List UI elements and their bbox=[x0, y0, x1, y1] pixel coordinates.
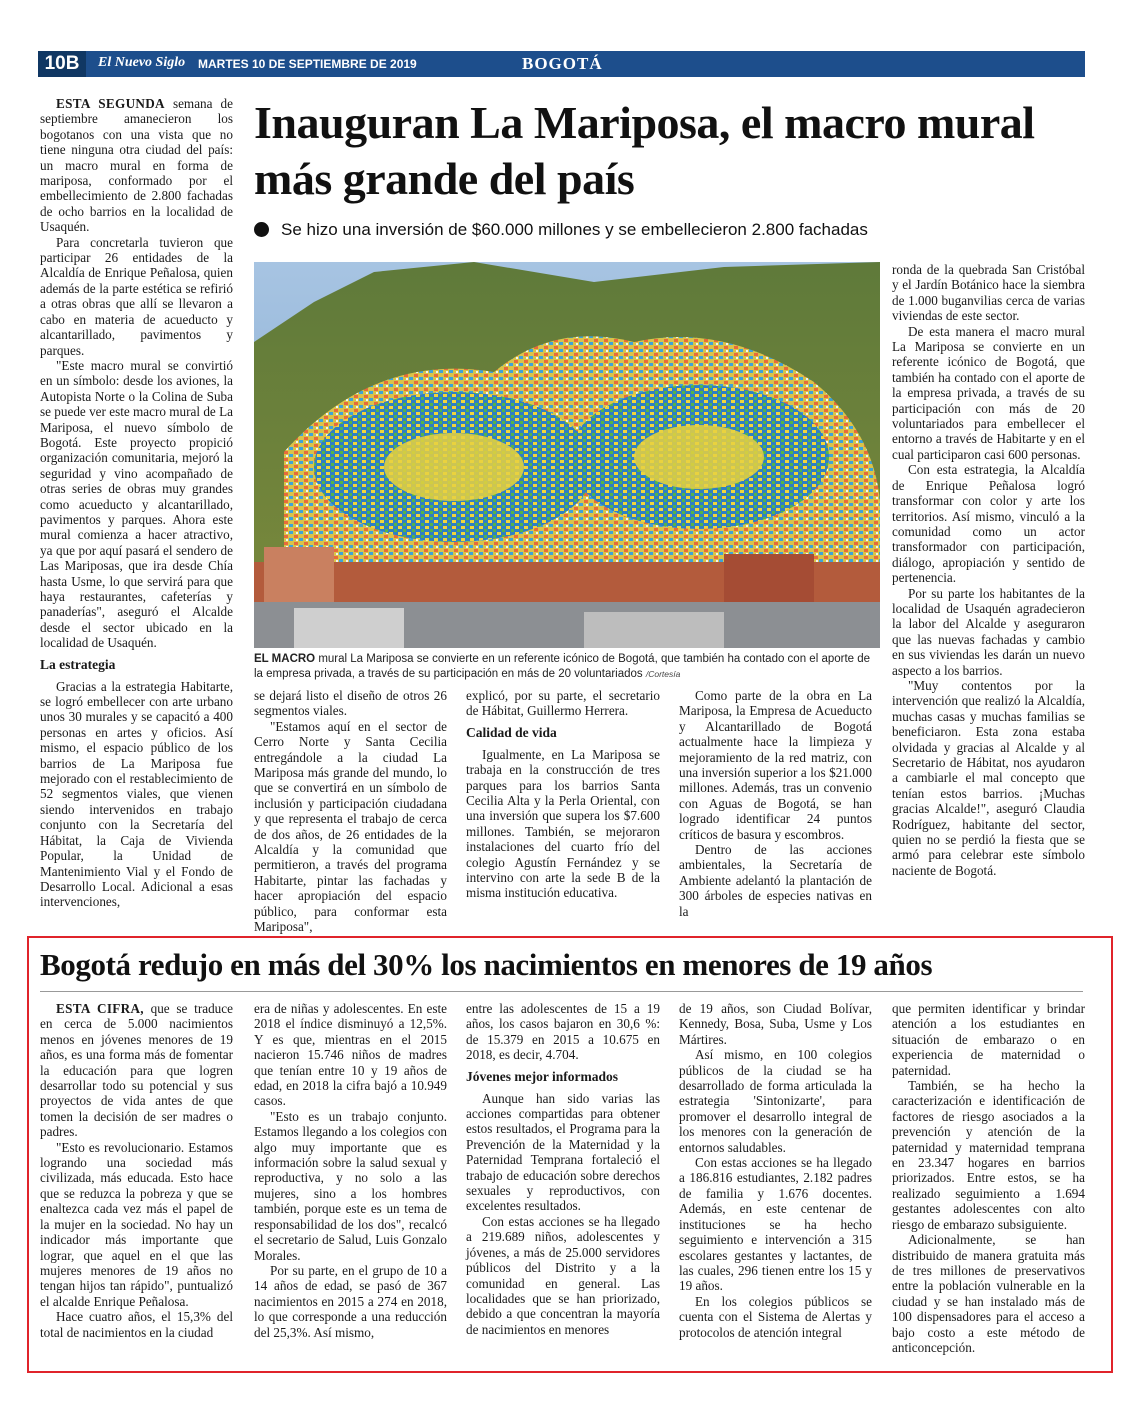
story1-paragraph: De esta manera el macro mural La Mariposa se convierte en un referente icónico de Bogotá, que también ha contado con el aporte de la empresa privada, a través de su participación con más de 20 voluntariados para embellecer el entorno a través de Habitarte y en el cual participaron casi 600 personas. bbox=[892, 323, 1085, 462]
story2-column-5 bbox=[892, 1001, 1085, 1355]
story1-column-3 bbox=[466, 688, 660, 901]
story2-paragraph: También, se ha hecho la caracterización e identificación de factores de riesgo asociados a la prevención y atención de la paternidad y maternidad temprana en 23.347 hogares en barrios priorizados. Entre estos, se ha realizado seguimiento a 1.694 gestantes adolescentes con alto riesgo de embarazo subsiguiente. bbox=[892, 1078, 1085, 1232]
story2-paragraph: ESTA CIFRA, que se traduce en cerca de 5.000 nacimientos menos en jóvenes menores de 19 años, es una forma más de fomentar la educación para que logren desarrollar todo su potencial y sus proyectos de vida antes de que tomen la decisión de ser madres o padres. bbox=[40, 1001, 233, 1140]
story1-paragraph: Igualmente, en La Mariposa se trabaja en la construcción de tres parques para los barrios Santa Cecilia Alta y la Perla Oriental, con una inversión que supera los $7.600 millones. También, se mejoraron instalaciones del cuarto frío del colegio Agustín Fernández y se intervino con arte la sede B de la misma institución educativa. bbox=[466, 746, 660, 901]
story2-paragraph: Adicionalmente, se han distribuido de manera gratuita más de tres millones de preservativos entre la población vulnerable en la ciudad y se han instalado más de 100 dispensadores para el acceso a bajo costo a este método de anticoncepción. bbox=[892, 1232, 1085, 1355]
story2-column-3 bbox=[466, 1001, 660, 1337]
story2-paragraph: Con estas acciones se ha llegado a 219.689 niños, adolescentes y jóvenes, a más de 25.000 servidores públicos del Distrito y a la comunidad en general. Las localidades que se han priorizado, debido a que concentran la mayoría de nacimientos en menores bbox=[466, 1213, 660, 1337]
story1-subheading-estrategia: La estrategia bbox=[40, 656, 116, 672]
story1-paragraph: Para concretarla tuvieron que participar 26 entidades de la Alcaldía de Enrique Peñalosa, quien además de la parte estética se refirió a otras obras que allí se llevaron a cabo en materia de acueducto y alcantarillado, pavimentos y parques. bbox=[40, 234, 233, 358]
issue-date: MARTES 10 DE SEPTIEMBRE DE 2019 bbox=[198, 57, 417, 71]
story1-column-1 bbox=[40, 96, 233, 910]
story1-paragraph: ESTA SEGUNDA semana de septiembre amanecieron los bogotanos con una vista que no tiene ninguna otra ciudad del país: un macro mural en forma de mariposa, conformado por el embellecimiento de 2.800 fachadas de ocho barrios en la localidad de Usaquén. bbox=[40, 96, 233, 235]
story2-column-2 bbox=[254, 1001, 447, 1340]
story1-paragraph: Por su parte los habitantes de la localidad de Usaquén agradecieron la labor del Alcalde y aseguraron que las nuevas fachadas y cambio en sus viviendas les darán un nuevo aspecto a los barrios. bbox=[892, 585, 1085, 678]
story2-headline: Bogotá redujo en más del 30% los nacimientos en menores de 19 años bbox=[40, 947, 933, 982]
story2-paragraph: Hace cuatro años, el 15,3% del total de nacimientos en la ciudad bbox=[40, 1309, 233, 1340]
story2-paragraph: era de niñas y adolescentes. En este 2018 el índice disminuyó a 12,5%. Y es que, mientras en el 2015 nacieron 15.746 niños de madres que tenían entre 10 y 19 años de edad, en 2018 la cifra bajó a 10.949 casos. bbox=[254, 1001, 447, 1109]
story2-paragraph: Por su parte, en el grupo de 10 a 14 años de edad, se pasó de 367 nacimientos en 2015 a 274 en 2018, lo que corresponde a una reducción del 25,3%. Así mismo, bbox=[254, 1262, 447, 1340]
story2-column-1 bbox=[40, 1001, 233, 1340]
page-number: 10B bbox=[38, 51, 86, 77]
story1-subheading-calidad: Calidad de vida bbox=[466, 724, 557, 740]
story2-paragraph: En los colegios públicos se cuenta con el Sistema de Alertas y protocolos de atención integral bbox=[679, 1293, 872, 1340]
story1-paragraph: Con esta estrategia, la Alcaldía de Enrique Peñalosa logró transformar con color y arte los territorios. Así mismo, vinculó a la comunidad como un actor transformador con participación, diálogo, apropiación y sentido de pertenencia. bbox=[892, 462, 1085, 586]
caption-lead: EL MACRO bbox=[254, 653, 316, 665]
story1-paragraph: se dejará listo el diseño de otros 26 segmentos viales. bbox=[254, 688, 447, 719]
story1-column-2 bbox=[254, 688, 447, 935]
story1-column-4 bbox=[679, 688, 872, 919]
story1-paragraph: Dentro de las acciones ambientales, la Secretaría de Ambiente adelantó la plantación de 300 árboles de especies nativas en la bbox=[679, 842, 872, 919]
story2-divider bbox=[40, 991, 1083, 992]
mural-photo bbox=[254, 262, 880, 648]
story1-paragraph: "Este macro mural se convirtió en un símbolo: desde los aviones, la Autopista Norte o la Colina de Suba se puede ver este macro mural de La Mariposa, el nuevo símbolo de Bogotá. Este proyecto propició organización comunitaria, mejoró la seguridad y vino acompañado de otras series de obras muy grandes como acueducto y alcantarillado, pavimentos y parques. Ahora este mural comienza a hacer atractivo, ya que por aquí pasará el sendero de Las Mariposas, que ira desde Chía hasta Usme, lo que servirá para que haya restaurantes, cafeterías y panaderías", aseguró el Alcalde desde el sector ubicado en la localidad de Usaquén. bbox=[40, 357, 233, 651]
story2-paragraph: entre las adolescentes de 15 a 19 años, los casos bajaron en 30,6 %: de 15.379 en 2015 a 10.675 en 2018, es decir, 4.704. bbox=[466, 1001, 660, 1063]
story2-paragraph: Con estas acciones se ha llegado a 186.816 estudiantes, 2.182 padres de familia y 1.676 docentes. Además, en este centenar de instituciones se ha hecho seguimiento e intervención a 315 escolares gestantes y lactantes, de las cuales, 296 tienen entre los 15 y 19 años. bbox=[679, 1155, 872, 1294]
story2-column-4 bbox=[679, 1001, 872, 1340]
story2-subheading-jovenes: Jóvenes mejor informados bbox=[466, 1068, 618, 1084]
story1-paragraph: "Muy contentos por la intervención que realizó la Alcaldía, muchas casas y muchas familias se beneficiaron. Esta zona estaba olvidada y gracias al Alcalde y al Secretario de Hábitat, nos ayudaron a cambiarle el mal concepto que tenían estos barrios. ¡Muchas gracias Alcalde!", aseguró Claudia Rodríguez, habitante del sector, quien no se perdió la fiesta que se armó para celebrar este símbolo naciente de Bogotá. bbox=[892, 677, 1085, 878]
page-header-bar bbox=[38, 51, 1085, 77]
story2-paragraph: Aunque han sido varias las acciones compartidas para obtener estos resultados, el Programa para la Prevención de la Maternidad y la Paternidad Temprana fortaleció el trabajo de educación sobre derechos sexuales y reproductivos, con excelentes resultados. bbox=[466, 1090, 660, 1214]
photo-caption: EL MACRO mural La Mariposa se convierte en un referente icónico de Bogotá, que también ha contado con el aporte de la empresa privada, a través de su participación en más de 20 voluntariados /Cortesía bbox=[254, 653, 871, 680]
story1-subheadline: Se hizo una inversión de $60.000 millones y se embellecieron 2.800 fachadas bbox=[254, 220, 1084, 240]
section-name: BOGOTÁ bbox=[522, 54, 603, 73]
photo-credit: /Cortesía bbox=[645, 669, 681, 679]
story1-paragraph: "Estamos aquí en el sector de Cerro Norte y Santa Cecilia entregándole a la ciudad La Mariposa más grande del mundo, lo que se convertirá en un símbolo de inclusión y participación ciudadana y que representa el trabajo de cerca de dos años, de 26 entidades de la Alcaldía y la comunidad que permitieron, a través del programa Habitarte, pintar las fachadas y hacer apropiación del espacio público, para conformar esta Mariposa", bbox=[254, 718, 447, 935]
story2-paragraph: Así mismo, en 100 colegios públicos de la ciudad se ha desarrollado de forma articulada la estrategia 'Sintonizarte', para promover el desarrollo integral de los menores con la generación de entornos saludables. bbox=[679, 1047, 872, 1155]
story1-column-5 bbox=[892, 262, 1085, 878]
story1-paragraph: explicó, por su parte, el secretario de Hábitat, Guillermo Herrera. bbox=[466, 688, 660, 719]
story1-headline: Inauguran La Mariposa, el macro mural más grande del país bbox=[254, 97, 1035, 204]
masthead-title: El Nuevo Siglo bbox=[98, 55, 186, 70]
story2-paragraph: "Esto es revolucionario. Estamos logrando una sociedad más civilizada, más educada. Esto hace que se reduzca la pobreza y que se enaltezca cada vez más el papel de la mujer en la sociedad. No hay un indicador más importante que lograr, que aquel en el que las mujeres menores de 19 años no tengan hijos tan rápido", puntualizó el alcalde Enrique Peñalosa. bbox=[40, 1139, 233, 1309]
story1-paragraph: ronda de la quebrada San Cristóbal y el Jardín Botánico hace la siembra de 1.000 buganvilias cerca de varias viviendas de este sector. bbox=[892, 262, 1085, 324]
story2-lead-in: ESTA CIFRA, bbox=[56, 1001, 144, 1016]
story1-paragraph: Gracias a la estrategia Habitarte, se logró embellecer con arte urbano unos 30 murales y se capacitó a 400 personas en artes y oficios. Así mismo, el espacio público de los barrios de La Mariposa fue mejorado con el restablecimiento de 52 segmentos viales, que vienen siendo intervenidos en trabajo conjunto con la Secretaría del Hábitat, la Caja de Vivienda Popular, la Unidad de Mantenimiento Vial y el Fondo de Desarrollo Local. Adicional a esas intervenciones, bbox=[40, 678, 233, 910]
story1-lead-in: ESTA SEGUNDA bbox=[56, 96, 165, 111]
story1-paragraph: Como parte de la obra en La Mariposa, la Empresa de Acueducto y Alcantarillado de Bogotá actualmente hace la limpieza y mejoramiento de la red matriz, con una inversión superior a los $21.000 millones. Además, tras un convenio con Aguas de Bogotá, se han logrado identificar 24 puntos críticos de basura y escombros. bbox=[679, 688, 872, 842]
story2-paragraph: de 19 años, son Ciudad Bolívar, Kennedy, Bosa, Suba, Usme y Los Mártires. bbox=[679, 1001, 872, 1047]
story2-paragraph: que permiten identificar y brindar atención a los estudiantes en situación de embarazo o en experiencia de maternidad o paternidad. bbox=[892, 1001, 1085, 1078]
story2-paragraph: "Esto es un trabajo conjunto. Estamos llegando a los colegios con algo muy importante que es información sobre la salud sexual y reproductiva, y no solo a las mujeres, sino a los hombres también, porque este es un tema de responsabilidad de los dos", recalcó el secretario de Salud, Luis Gonzalo Morales. bbox=[254, 1108, 447, 1263]
bullet-dot-icon bbox=[254, 222, 269, 237]
